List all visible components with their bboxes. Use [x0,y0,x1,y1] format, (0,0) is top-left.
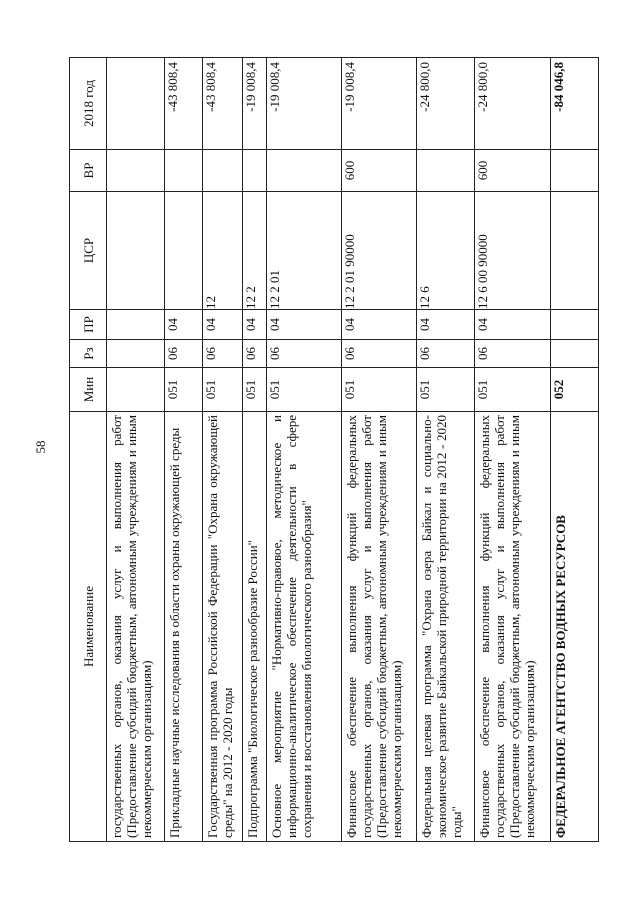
budget-table [69,57,599,842]
row-min: 052 [550,368,598,412]
table-row [203,58,243,842]
table-row [107,58,165,842]
row-pr: 04 [242,310,266,340]
row-vr [203,150,243,192]
row-rz: 06 [164,340,202,368]
row-pr [107,310,165,340]
row-sum: -43 808,4 [164,58,202,150]
row-name: Финансовое обеспечение выполнения функций федеральных государственных органов, оказания услуг и выполнения работ (Предоставление субсидий бюджетным, автономным учреждениям и иным некоммерческим организациям) [341,412,417,842]
row-min: 051 [164,368,202,412]
row-vr: 600 [475,150,551,192]
row-csr: 12 6 [417,192,475,310]
row-name: Федеральная целевая программа "Охрана озера Байкал и социально-экономическое развитие Байкальской природной территории на 2012 - 2020 годы" [417,412,475,842]
rotated-table-frame [69,58,599,842]
row-csr: 12 2 01 [266,192,341,310]
row-vr [550,150,598,192]
row-sum: -19 008,4 [242,58,266,150]
row-min: 051 [417,368,475,412]
header-min: Мин [70,368,107,412]
row-vr [242,150,266,192]
header-name: Наименование [70,412,107,842]
row-rz: 06 [266,340,341,368]
row-csr: 12 2 [242,192,266,310]
row-pr: 04 [341,310,417,340]
row-sum: -24 800,0 [417,58,475,150]
row-name: Прикладные научные исследования в области охраны окружающей среды [164,412,202,842]
row-name: ФЕДЕРАЛЬНОЕ АГЕНТСТВО ВОДНЫХ РЕСУРСОВ [550,412,598,842]
row-min: 051 [266,368,341,412]
row-pr: 04 [266,310,341,340]
row-csr [107,192,165,310]
header-csr: ЦСР [70,192,107,310]
row-sum: -43 808,4 [203,58,243,150]
row-vr: 600 [341,150,417,192]
row-rz: 06 [341,340,417,368]
row-min: 051 [341,368,417,412]
row-csr: 12 2 01 90000 [341,192,417,310]
row-csr: 12 6 00 90000 [475,192,551,310]
header-year: 2018 год [70,58,107,150]
row-rz: 06 [203,340,243,368]
row-pr: 04 [164,310,202,340]
row-sum: -19 008,4 [341,58,417,150]
page-number: 58 [33,440,48,454]
row-csr [164,192,202,310]
row-rz: 06 [417,340,475,368]
row-vr [266,150,341,192]
row-rz: 06 [242,340,266,368]
row-vr [164,150,202,192]
table-row [475,58,551,842]
header-vr: ВР [70,150,107,192]
row-min [107,368,165,412]
row-name: Государственная программа Российской Федерации "Охрана окружающей среды" на 2012 - 2020 годы [203,412,243,842]
row-pr: 04 [417,310,475,340]
row-rz [550,340,598,368]
table-row [266,58,341,842]
row-min: 051 [242,368,266,412]
header-rz: Рз [70,340,107,368]
row-sum: -19 008,4 [266,58,341,150]
row-sum [107,58,165,150]
table-row [341,58,417,842]
row-csr: 12 [203,192,243,310]
header-pr: ПР [70,310,107,340]
row-name: Основное мероприятие "Нормативно-правовое, методическое и информационно-аналитическое обеспечение деятельности в сфере сохранения и восстановления биологического разнообразия" [266,412,341,842]
row-csr [550,192,598,310]
table-row [550,58,598,842]
table-row [242,58,266,842]
row-vr [107,150,165,192]
row-pr [550,310,598,340]
row-min: 051 [475,368,551,412]
row-pr: 04 [475,310,551,340]
row-name: Подпрограмма "Биологическое разнообразие России" [242,412,266,842]
table-row [417,58,475,842]
row-sum: -24 800,0 [475,58,551,150]
row-sum: -84 046,8 [550,58,598,150]
row-rz: 06 [475,340,551,368]
header-row [70,58,107,842]
row-name: Финансовое обеспечение выполнения функций федеральных государственных органов, оказания услуг и выполнения работ (Предоставление субсидий бюджетным, автономным учреждениям и иным некоммерческим организациям) [475,412,551,842]
row-rz [107,340,165,368]
row-vr [417,150,475,192]
row-name: государственных органов, оказания услуг и выполнения работ (Предоставление субсидий бюджетным, автономным учреждениям и иным некоммерческим организациям) [107,412,165,842]
row-pr: 04 [203,310,243,340]
table-row [164,58,202,842]
row-min: 051 [203,368,243,412]
